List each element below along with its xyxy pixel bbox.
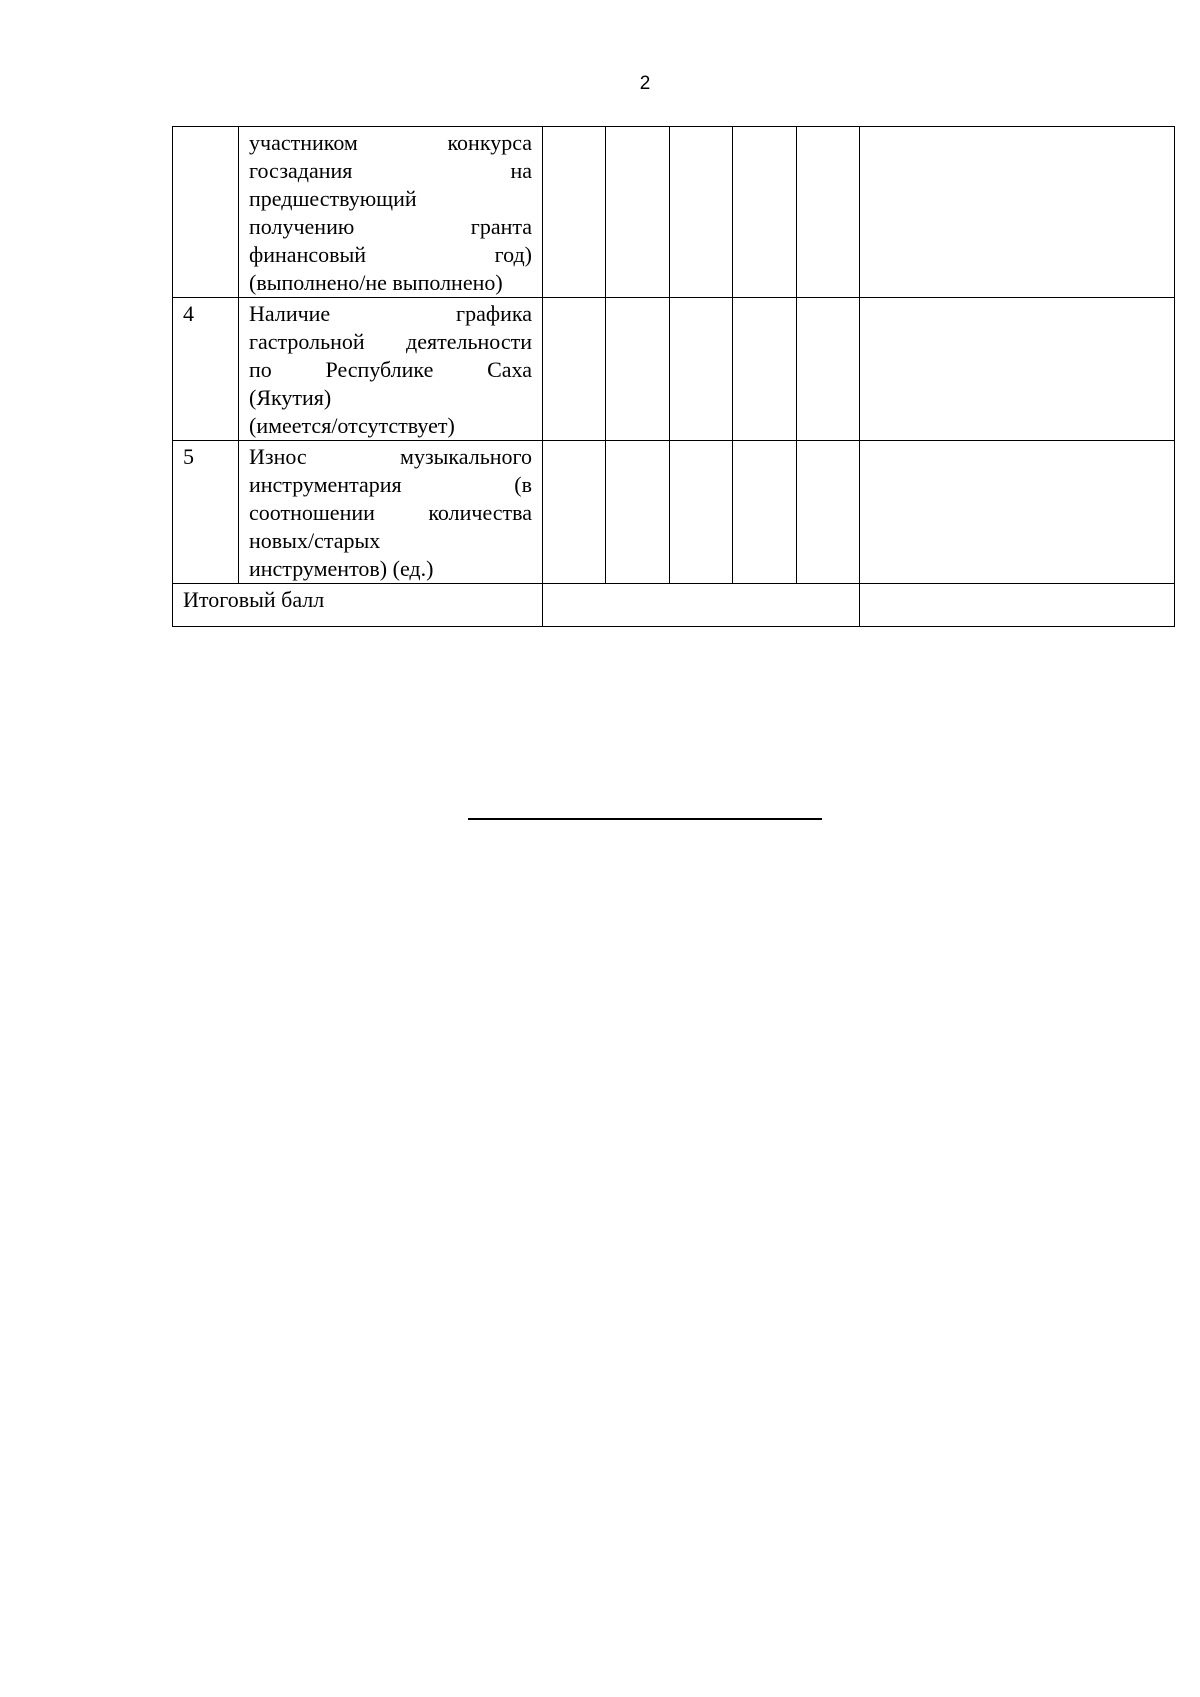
criterion-cell — [239, 127, 543, 298]
criterion-line: получению гранта — [249, 214, 532, 239]
total-comment-cell[interactable] — [860, 584, 1175, 627]
score-cell[interactable] — [606, 298, 670, 441]
comment-cell[interactable] — [860, 127, 1175, 298]
criterion-cell — [239, 441, 543, 584]
criterion-line: инструментов) (ед.) — [249, 556, 434, 581]
criterion-line: Наличие графика — [249, 301, 532, 326]
criterion-line: госзадания на — [249, 158, 532, 183]
comment-cell[interactable] — [860, 441, 1175, 584]
criterion-line: предшествующий — [249, 186, 417, 211]
score-cell[interactable] — [797, 127, 860, 298]
criterion-line: соотношении количества — [249, 500, 532, 525]
criterion-line: Износ музыкального — [249, 444, 532, 469]
total-row — [173, 584, 1175, 627]
table-row — [173, 127, 1175, 298]
row-number-cell: 5 — [173, 441, 239, 584]
row-number-cell — [173, 127, 239, 298]
criterion-line: гастрольной деятельности — [249, 329, 532, 354]
score-cell[interactable] — [543, 441, 606, 584]
score-cell[interactable] — [733, 127, 797, 298]
score-cell[interactable] — [670, 127, 733, 298]
score-cell[interactable] — [733, 298, 797, 441]
criterion-line: (выполнено/не выполнено) — [249, 270, 503, 295]
score-cell[interactable] — [606, 127, 670, 298]
criterion-line: (Якутия) — [249, 385, 332, 410]
score-cell[interactable] — [670, 441, 733, 584]
criterion-cell — [239, 298, 543, 441]
score-cell[interactable] — [606, 441, 670, 584]
score-cell[interactable] — [733, 441, 797, 584]
criterion-line: участником конкурса — [249, 130, 532, 155]
row-number-cell: 4 — [173, 298, 239, 441]
score-cell[interactable] — [797, 298, 860, 441]
table-row — [173, 441, 1175, 584]
total-score-label: Итоговый балл — [173, 584, 543, 627]
comment-cell[interactable] — [860, 298, 1175, 441]
criterion-line: новых/старых — [249, 528, 381, 553]
evaluation-table — [172, 126, 1175, 627]
end-separator-line — [468, 818, 822, 820]
criterion-line: по Республике Саха — [249, 357, 532, 382]
criterion-line: (имеется/отсутствует) — [249, 413, 455, 438]
score-cell[interactable] — [797, 441, 860, 584]
page-number: 2 — [639, 73, 651, 94]
table-row — [173, 298, 1175, 441]
criterion-line: инструментария (в — [249, 472, 532, 497]
score-cell[interactable] — [543, 298, 606, 441]
score-cell[interactable] — [670, 298, 733, 441]
criterion-line: финансовый год) — [249, 242, 532, 267]
total-score-cell[interactable] — [543, 584, 860, 627]
score-cell[interactable] — [543, 127, 606, 298]
